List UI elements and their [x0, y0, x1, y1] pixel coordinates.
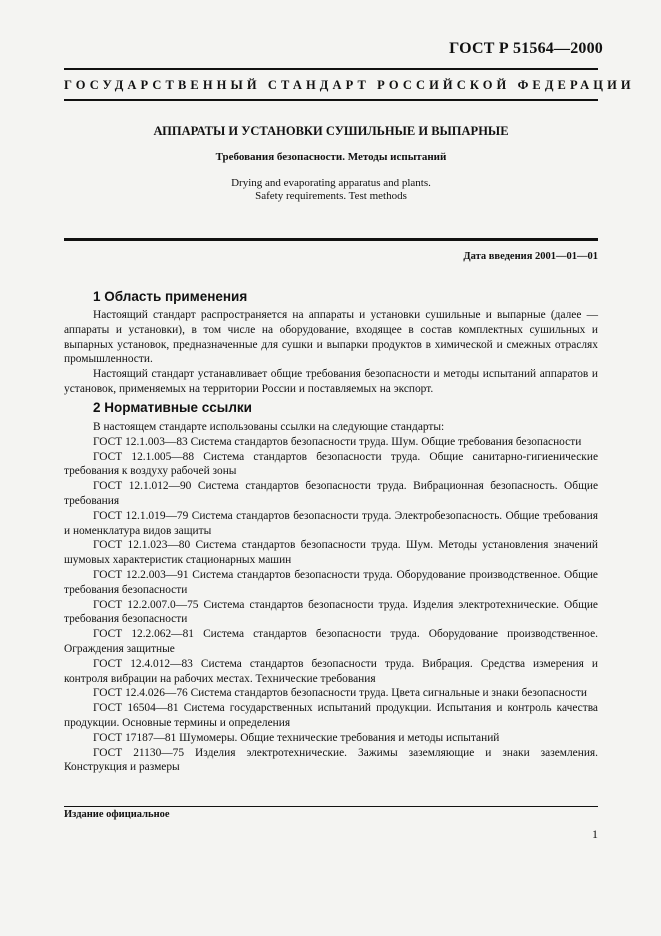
document-subtitle: Требования безопасности. Методы испытаний [215, 151, 447, 163]
reference-item: ГОСТ 12.1.003—83 Система стандартов безопасности труда. Шум. Общие требования безопасности [93, 435, 582, 448]
official-edition-label: Издание официальное [64, 809, 170, 820]
paragraph: В настоящем стандарте использованы ссылки на следующие стандарты: [93, 421, 445, 433]
reference-item: ГОСТ 12.4.012—83 Система стандартов безопасности труда. Вибрация. Средства измерения и контроля вибрации на рабочих местах. Технические требования [64, 657, 598, 685]
paragraph: Настоящий стандарт распространяется на аппараты и установки сушильные и выпарные (далее — аппараты и установки), в том числе на оборудование, входящее в состав комплектных сушильных и выпарных установок, предназначенные для сушки и выпарки продуктов в химической и смежных отраслях промышленности. [64, 309, 598, 366]
english-title-line-1: Drying and evaporating apparatus and plants. [231, 177, 431, 189]
reference-item: ГОСТ 21130—75 Изделия электротехнические. Зажимы заземляющие и знаки заземления. Конструкция и размеры [64, 746, 598, 774]
reference-item: ГОСТ 12.1.012—90 Система стандартов безопасности труда. Вибрационная безопасность. Общие требования [64, 480, 598, 507]
reference-item: ГОСТ 12.2.003—91 Система стандартов безопасности труда. Оборудование производственное. Общие требования безопасности [64, 568, 598, 596]
document-title: АППАРАТЫ И УСТАНОВКИ СУШИЛЬНЫЕ И ВЫПАРНЫЕ [153, 124, 509, 138]
top-rule [64, 68, 598, 70]
section-1-heading: 1 Область применения [93, 289, 248, 304]
banner-rule [64, 99, 598, 101]
english-title [64, 177, 598, 203]
introduction-date: Дата введения 2001—01—01 [463, 251, 598, 262]
title-rule [64, 238, 598, 241]
reference-item: ГОСТ 17187—81 Шумомеры. Общие технические требования и методы испытаний [93, 731, 500, 744]
section-2-heading: 2 Нормативные ссылки [93, 400, 252, 415]
reference-item: ГОСТ 12.1.019—79 Система стандартов безопасности труда. Электробезопасность. Общие требования и номенклатура видов защиты [64, 509, 598, 537]
reference-item: ГОСТ 16504—81 Система государственных испытаний продукции. Испытания и контроль качества продукции. Основные термины и определения [64, 702, 598, 729]
paragraph: Настоящий стандарт устанавливает общие требования безопасности и методы испытаний аппаратов и установок, применяемых на территории России и поставляемых на экспорт. [64, 368, 598, 395]
section-1-body [64, 308, 598, 397]
page-number: 1 [592, 827, 598, 841]
reference-item: ГОСТ 12.1.005—88 Система стандартов безопасности труда. Общие санитарно-гигиенические требования к воздуху рабочей зоны [64, 450, 598, 478]
reference-item: ГОСТ 12.2.062—81 Система стандартов безопасности труда. Оборудование производственное. Ограждения защитные [64, 628, 598, 655]
reference-item: ГОСТ 12.4.026—76 Система стандартов безопасности труда. Цвета сигнальные и знаки безопасности [93, 687, 587, 700]
document-number: ГОСТ Р 51564—2000 [449, 40, 603, 57]
footer-rule [64, 806, 598, 807]
reference-item: ГОСТ 12.2.007.0—75 Система стандартов безопасности труда. Изделия электротехнические. Общие требования безопасности [64, 598, 598, 626]
english-title-line-2: Safety requirements. Test methods [255, 190, 407, 202]
reference-item: ГОСТ 12.1.023—80 Система стандартов безопасности труда. Шум. Методы установления значений шумовых характеристик стационарных машин [64, 539, 598, 567]
section-2-body [64, 420, 598, 775]
state-standard-banner: ГОСУДАРСТВЕННЫЙ СТАНДАРТ РОССИЙСКОЙ ФЕДЕРАЦИИ [64, 78, 635, 92]
